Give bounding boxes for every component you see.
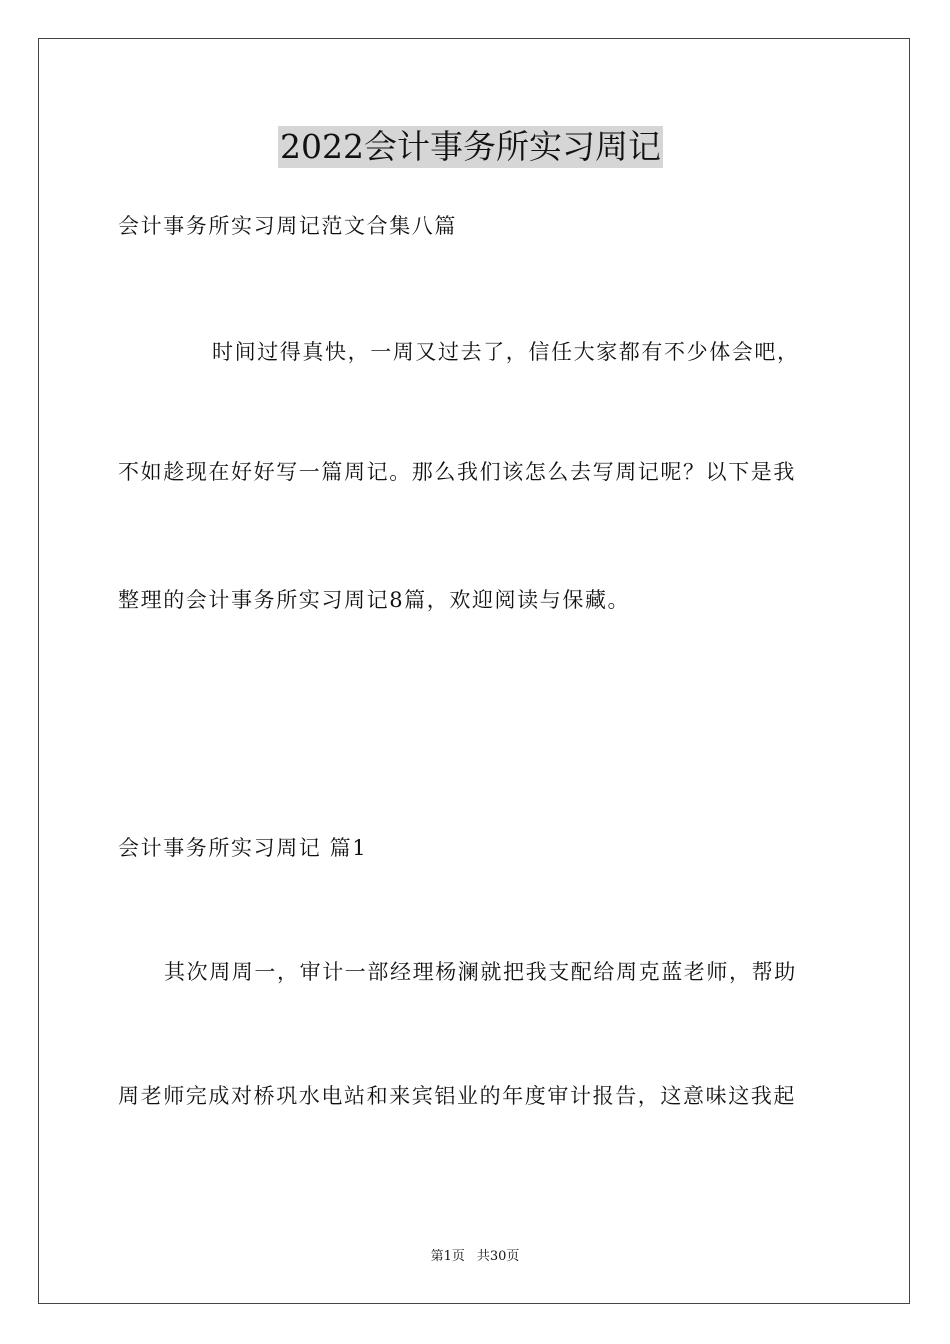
section-heading: 会计事务所实习周记 篇1 [118,836,368,860]
intro-line-1: 时间过得真快，一周又过去了，信任大家都有不少体会吧， [212,340,800,364]
intro-line-2: 不如趁现在好好写一篇周记。那么我们该怎么去写周记呢？以下是我 [118,460,796,484]
page-total: 共30页 [476,1249,520,1264]
page-footer [0,1248,950,1266]
intro-line-3: 整理的会计事务所实习周记8篇，欢迎阅读与保藏。 [118,588,631,612]
document-title: 2022会计事务所实习周记 [280,127,661,166]
section-line-1: 其次周周一，审计一部经理杨澜就把我支配给周克蓝老师，帮助 [164,960,797,984]
page-number: 第1页 [430,1249,465,1264]
document-subtitle: 会计事务所实习周记范文合集八篇 [118,214,457,238]
section-line-2: 周老师完成对桥巩水电站和来宾铝业的年度审计报告，这意味这我起 [118,1084,796,1108]
